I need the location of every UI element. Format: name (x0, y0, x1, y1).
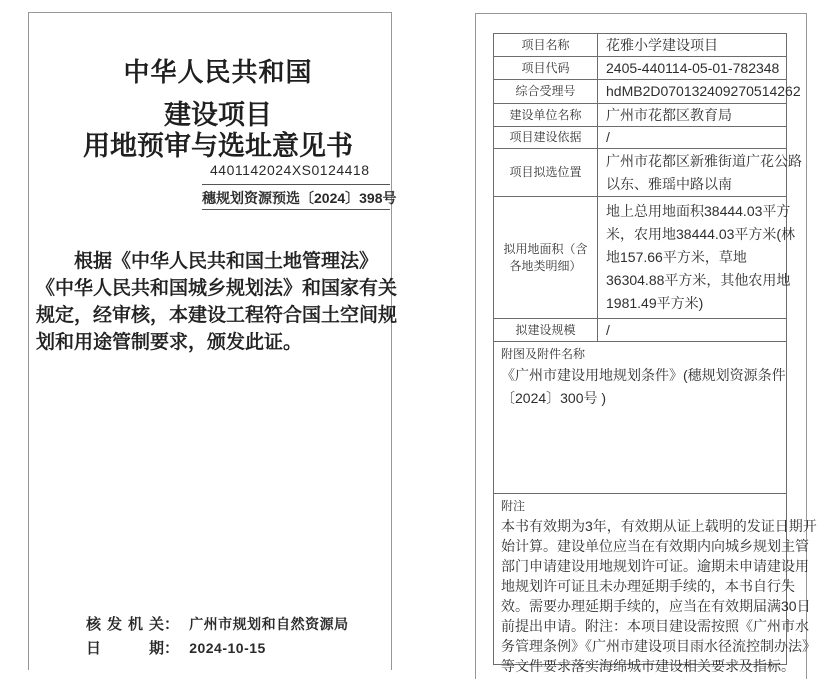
table-row-construction-basis (494, 127, 786, 149)
project-info-table (493, 33, 817, 674)
row-value: hdMB2D070132409270514262 (606, 83, 801, 99)
row-value (598, 149, 806, 196)
row-label: 拟建设规模 (494, 319, 598, 341)
country-heading: 中华人民共和国 (123, 57, 313, 87)
issue-date-colon: ： (164, 640, 180, 657)
table-row-project-code (494, 57, 786, 80)
attachments-content: 《广州市建设用地规划条件》(穗规划资源条件 〔2024〕300号 ) (501, 367, 786, 406)
row-value: 广州市花都区教育局 (606, 106, 732, 123)
attachments-label: 附图及附件名称 (501, 347, 586, 361)
attachments-section (494, 342, 786, 494)
notes-content: 本书有效期为3年，有效期从证上载明的发证日期开 始计算。建设单位应当在有效期内向城乡规划主管 部门申请建设用地规划许可证。逾期未申请建设用 地规划许可证且未办理延期手续的，本书自行失 效。需要办理延期手续的，应当在有效期届满30日 前提出申请。附注：本项目建设需按照《广州市水 务管理条例》《广州市建设项目雨水径流控制办法》 等文件要求落实海绵城市建设相关要求及指标。 (501, 518, 817, 674)
issue-date-label: 日期 (86, 640, 164, 657)
issuing-authority-colon: ： (164, 616, 180, 633)
row-value: / (606, 321, 610, 338)
issuing-authority-value: 广州市规划和自然资源局 (189, 616, 349, 632)
row-label: 项目建设依据 (494, 127, 598, 148)
table-row-proposed-location (494, 149, 802, 197)
row-value (598, 197, 799, 318)
row-value-lines: 广州市花都区新雅街道广花公路 以东、雅瑶中路以南 (606, 152, 802, 192)
certificate-cover-page (28, 12, 398, 670)
row-label: 项目拟选位置 (494, 149, 598, 196)
row-value: 花雅小学建设项目 (606, 36, 718, 53)
table-row-project-name (494, 34, 786, 57)
row-label: 项目名称 (494, 34, 598, 56)
row-label: 综合受理号 (494, 80, 598, 103)
issuer-block (86, 612, 381, 660)
row-label: 建设单位名称 (494, 104, 598, 126)
issuing-authority-label: 核发机关 (86, 616, 164, 633)
notes-label: 附注 (501, 499, 526, 513)
row-value: / (606, 129, 610, 145)
notes-section (494, 494, 817, 674)
table-row-acceptance-number (494, 80, 801, 104)
row-label: 项目代码 (494, 57, 598, 79)
row-value: 2405-440114-05-01-782348 (606, 59, 780, 76)
row-label: 拟用地面积（含各地类明细） (494, 197, 598, 318)
decree-paragraph: 根据《中华人民共和国土地管理法》 《中华人民共和国城乡规划法》和国家有关 规定，经审核，本建设工程符合国土空间规 划和用途管制要求，颁发此证。 (36, 251, 398, 353)
issue-date-value: 2024-10-15 (189, 640, 266, 656)
issue-date-row (86, 636, 381, 660)
issuing-authority-row (86, 612, 381, 636)
table-row-construction-scale (494, 319, 786, 342)
certificate-title-line1: 建设项目 (164, 100, 272, 130)
certificate-number: 4401142024XS0124418 (202, 160, 390, 185)
project-info-page (475, 13, 817, 679)
certificate-title-line2: 用地预审与选址意见书 (83, 131, 353, 161)
row-value-lines: 地上总用地面积38444.03平方 米，农用地38444.03平方米(林 地157.66平方米，草地 36304.88平方米，其他农用地 1981.49平方米) (606, 203, 796, 311)
certificate-number-block (202, 160, 397, 210)
document-reference-number: 穗规划资源预选〔2024〕398号 (202, 185, 390, 210)
table-row-land-area (494, 197, 796, 319)
table-row-construction-unit (494, 104, 786, 127)
certificate-title (37, 100, 399, 162)
